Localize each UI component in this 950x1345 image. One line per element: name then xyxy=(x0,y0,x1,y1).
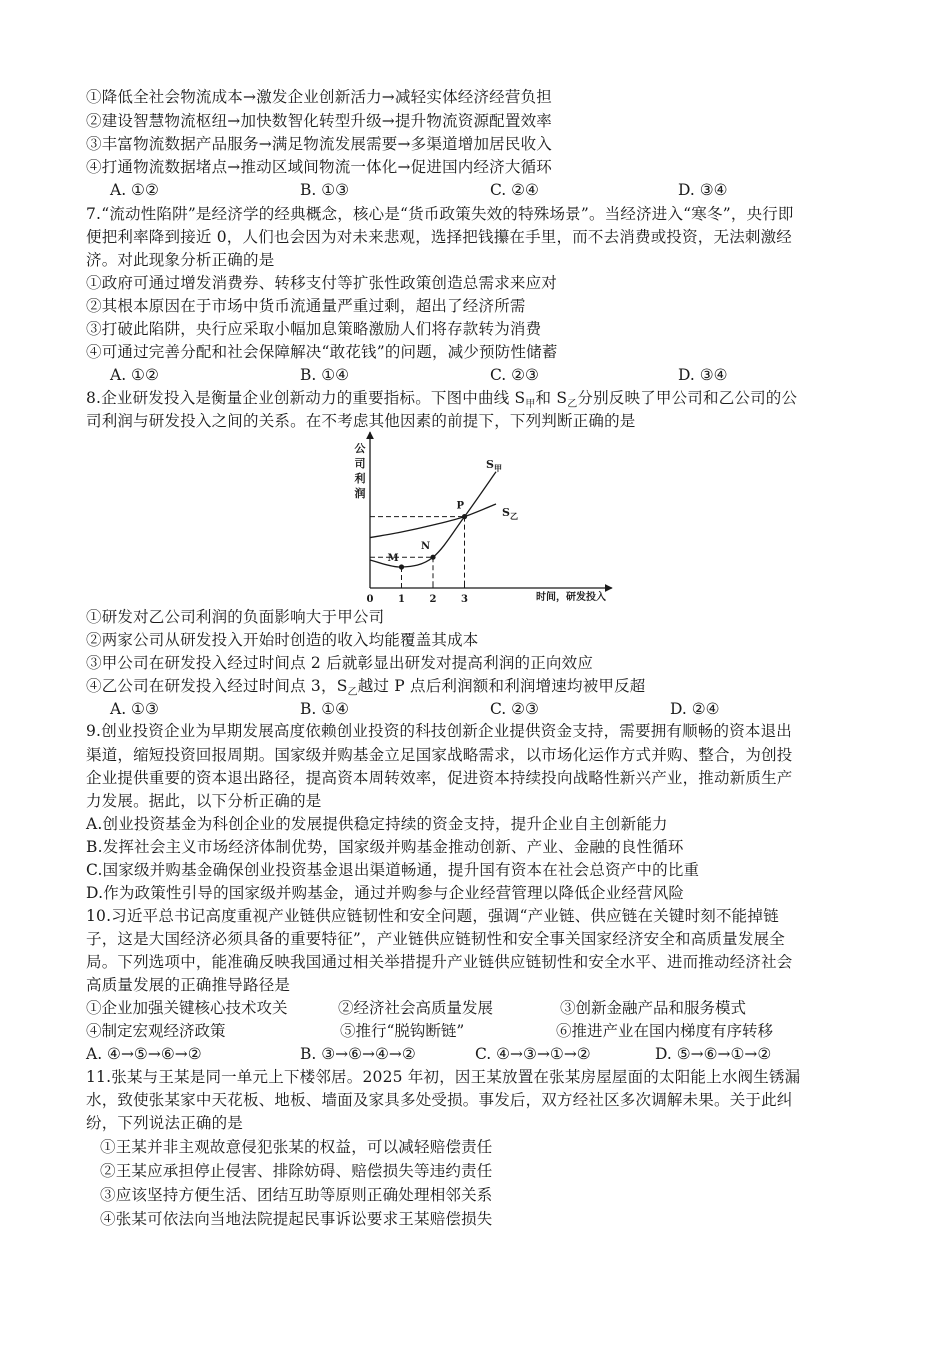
point-m xyxy=(399,564,404,569)
q11-item-2: ②王某应承担停止侵害、排除妨碍、赔偿损失等违约责任 xyxy=(100,1162,493,1180)
q10-item-6: ⑥推进产业在国内梯度有序转移 xyxy=(556,1022,774,1040)
q6-option-d: D. ③④ xyxy=(678,181,728,199)
q8-item-1: ①研发对乙公司利润的负面影响大于甲公司 xyxy=(86,608,385,626)
q6-item-1: ①降低全社会物流成本→激发企业创新活力→减轻实体经济经营负担 xyxy=(86,88,552,106)
q10-option-a: A. ④→⑤→⑥→② xyxy=(86,1045,202,1063)
q11-stem-1: 11.张某与王某是同一单元上下楼邻居。2025 年初，因王某放置在张某房屋屋面的太阳能上水阀生锈漏 xyxy=(86,1068,801,1086)
x-tick-label: 2 xyxy=(429,594,437,604)
q7-stem-2: 便把利率降到接近 0，人们也会因为对未来悲观，选择把钱攥在手里，而不去消费或投资，无法刺激经 xyxy=(86,228,792,246)
q10-item-2: ②经济社会高质量发展 xyxy=(338,999,494,1017)
y-axis-label-char: 润 xyxy=(354,487,366,500)
q10-option-b: B. ③→⑥→④→② xyxy=(300,1045,416,1063)
q7-option-c: C. ②③ xyxy=(490,366,539,384)
q11-stem-2: 水，致使张某家中天花板、地板、墙面及家具多处受损。事发后，双方经社区多次调解未果。关于此纠 xyxy=(86,1091,793,1109)
q9-stem-3: 企业提供重要的资本退出路径，提高资本周转效率，促进资本持续投向战略性新兴产业，推动新质生产 xyxy=(86,769,793,787)
q8-option-c: C. ②③ xyxy=(490,700,539,718)
q7-stem-1: 7.“流动性陷阱”是经济学的经典概念，核心是“货币政策失效的特殊场景”。当经济进入“寒冬”，央行即 xyxy=(86,205,794,223)
q10-item-1: ①企业加强关键核心技术攻关 xyxy=(86,999,288,1017)
q10-option-d: D. ⑤→⑥→①→② xyxy=(655,1045,772,1063)
q11-item-3: ③应该坚持方便生活、团结互助等原则正确处理相邻关系 xyxy=(100,1186,493,1204)
point-label-n: N xyxy=(421,541,431,553)
point-p xyxy=(462,514,467,519)
q11-item-4: ④张某可依法向当地法院提起民事诉讼要求王某赔偿损失 xyxy=(100,1210,493,1228)
q8-option-b: B. ①④ xyxy=(300,700,350,718)
q10-stem-4: 高质量发展的正确推导路径是 xyxy=(86,976,291,994)
q10-stem-3: 局。下列选项中，能准确反映我国通过相关举措提升产业链供应链韧性和安全水平、进而推动经济社会 xyxy=(86,953,793,971)
q10-stem-2: 子，这是大国经济必须具备的重要特征”，产业链供应链韧性和安全事关国家经济安全和高质量发展全 xyxy=(86,930,785,948)
q6-option-a: A. ①② xyxy=(110,181,159,199)
q7-option-d: D. ③④ xyxy=(678,366,728,384)
q7-item-2: ②其根本原因在于市场中货币流通量严重过剩，超出了经济所需 xyxy=(86,297,526,315)
profit-rd-chart xyxy=(340,424,630,604)
q11-stem-3: 纷，下列说法正确的是 xyxy=(86,1114,244,1132)
q6-item-3: ③丰富物流数据产品服务→满足物流发展需要→多渠道增加居民收入 xyxy=(86,135,552,153)
q7-item-3: ③打破此陷阱，央行应采取小幅加息策略激励人们将存款转为消费 xyxy=(86,320,542,338)
q8-item-4: ④乙公司在研发投入经过时间点 3，$S_乙$越过 P 点后利润额和利润增速均被甲反超 xyxy=(86,677,646,699)
q6-option-b: B. ①③ xyxy=(300,181,350,199)
q8-stem-1: 8.企业研发投入是衡量企业创新动力的重要指标。下图中曲线 $S_甲$和 $S_乙$分别反映了甲公司和乙公司的公 xyxy=(86,389,798,411)
series-label-jia: $S_甲$ xyxy=(486,457,502,473)
q8-stem-2: 司利润与研发投入之间的关系。在不考虑其他因素的前提下，下列判断正确的是 xyxy=(86,412,636,430)
y-axis-label-char: 司 xyxy=(354,457,366,470)
q6-item-4: ④打通物流数据堵点→推动区域间物流一体化→促进国内经济大循环 xyxy=(86,158,552,176)
q9-option-a: A.创业投资基金为科创企业的发展提供稳定持续的资金支持，提升企业自主创新能力 xyxy=(86,815,668,833)
q9-stem-1: 9.创业投资企业为早期发展高度依赖创业投资的科技创新企业提供资金支持，需要拥有顺畅的资本退出 xyxy=(86,722,792,740)
q9-stem-4: 力发展。据此，以下分析正确的是 xyxy=(86,792,322,810)
x-tick-label: 3 xyxy=(461,594,468,604)
series-label-yi: $S_乙$ xyxy=(502,506,518,521)
q10-stem-1: 10.习近平总书记高度重视产业链供应链韧性和安全问题，强调“产业链、供应链在关键时刻不能掉链 xyxy=(86,907,779,925)
q7-item-1: ①政府可通过增发消费券、转移支付等扩张性政策创造总需求来应对 xyxy=(86,274,558,292)
point-label-m: M xyxy=(387,553,399,564)
q7-stem-3: 济。对此现象分析正确的是 xyxy=(86,251,275,269)
q10-item-5: ⑤推行“脱钩断链” xyxy=(340,1022,465,1040)
q7-item-4: ④可通过完善分配和社会保障解决“敢花钱”的问题，减少预防性储蓄 xyxy=(86,343,558,361)
x-tick-label: 1 xyxy=(398,594,405,604)
q9-option-c: C.国家级并购基金确保创业投资基金退出渠道畅通，提升国有资本在社会总资产中的比重 xyxy=(86,861,700,879)
q9-option-b: B.发挥社会主义市场经济体制优势，国家级并购基金推动创新、产业、金融的良性循环 xyxy=(86,838,684,856)
q8-item-3: ③甲公司在研发投入经过时间点 2 后就彰显出研发对提高利润的正向效应 xyxy=(86,654,594,672)
point-label-p: P xyxy=(456,500,465,512)
series-line-yi xyxy=(370,504,496,538)
x-axis-label: 时间，研发投入 xyxy=(536,592,606,603)
y-axis-label-char: 公 xyxy=(354,442,366,455)
q8-option-d: D. ②④ xyxy=(670,700,720,718)
point-n xyxy=(430,555,435,560)
y-axis-label-char: 利 xyxy=(354,472,366,485)
q8-option-a: A. ①③ xyxy=(110,700,159,718)
q10-item-3: ③创新金融产品和服务模式 xyxy=(560,999,747,1017)
q9-option-d: D.作为政策性引导的国家级并购基金，通过并购参与企业经营管理以降低企业经营风险 xyxy=(86,884,685,902)
q7-option-a: A. ①② xyxy=(110,366,159,384)
q6-option-c: C. ②④ xyxy=(490,181,539,199)
q9-stem-2: 渠道，缩短投资回报周期。国家级并购基金立足国家战略需求，以市场化运作方式并购、整合，为创投 xyxy=(86,746,793,764)
q7-option-b: B. ①④ xyxy=(300,366,350,384)
q10-option-c: C. ④→③→①→② xyxy=(475,1045,591,1063)
x-tick-label: 0 xyxy=(366,594,374,604)
q11-item-1: ①王某并非主观故意侵犯张某的权益，可以减轻赔偿责任 xyxy=(100,1138,493,1156)
q6-item-2: ②建设智慧物流枢纽→加快数智化转型升级→提升物流资源配置效率 xyxy=(86,112,552,130)
q10-item-4: ④制定宏观经济政策 xyxy=(86,1022,226,1040)
q8-item-2: ②两家公司从研发投入开始时创造的收入均能覆盖其成本 xyxy=(86,631,479,649)
